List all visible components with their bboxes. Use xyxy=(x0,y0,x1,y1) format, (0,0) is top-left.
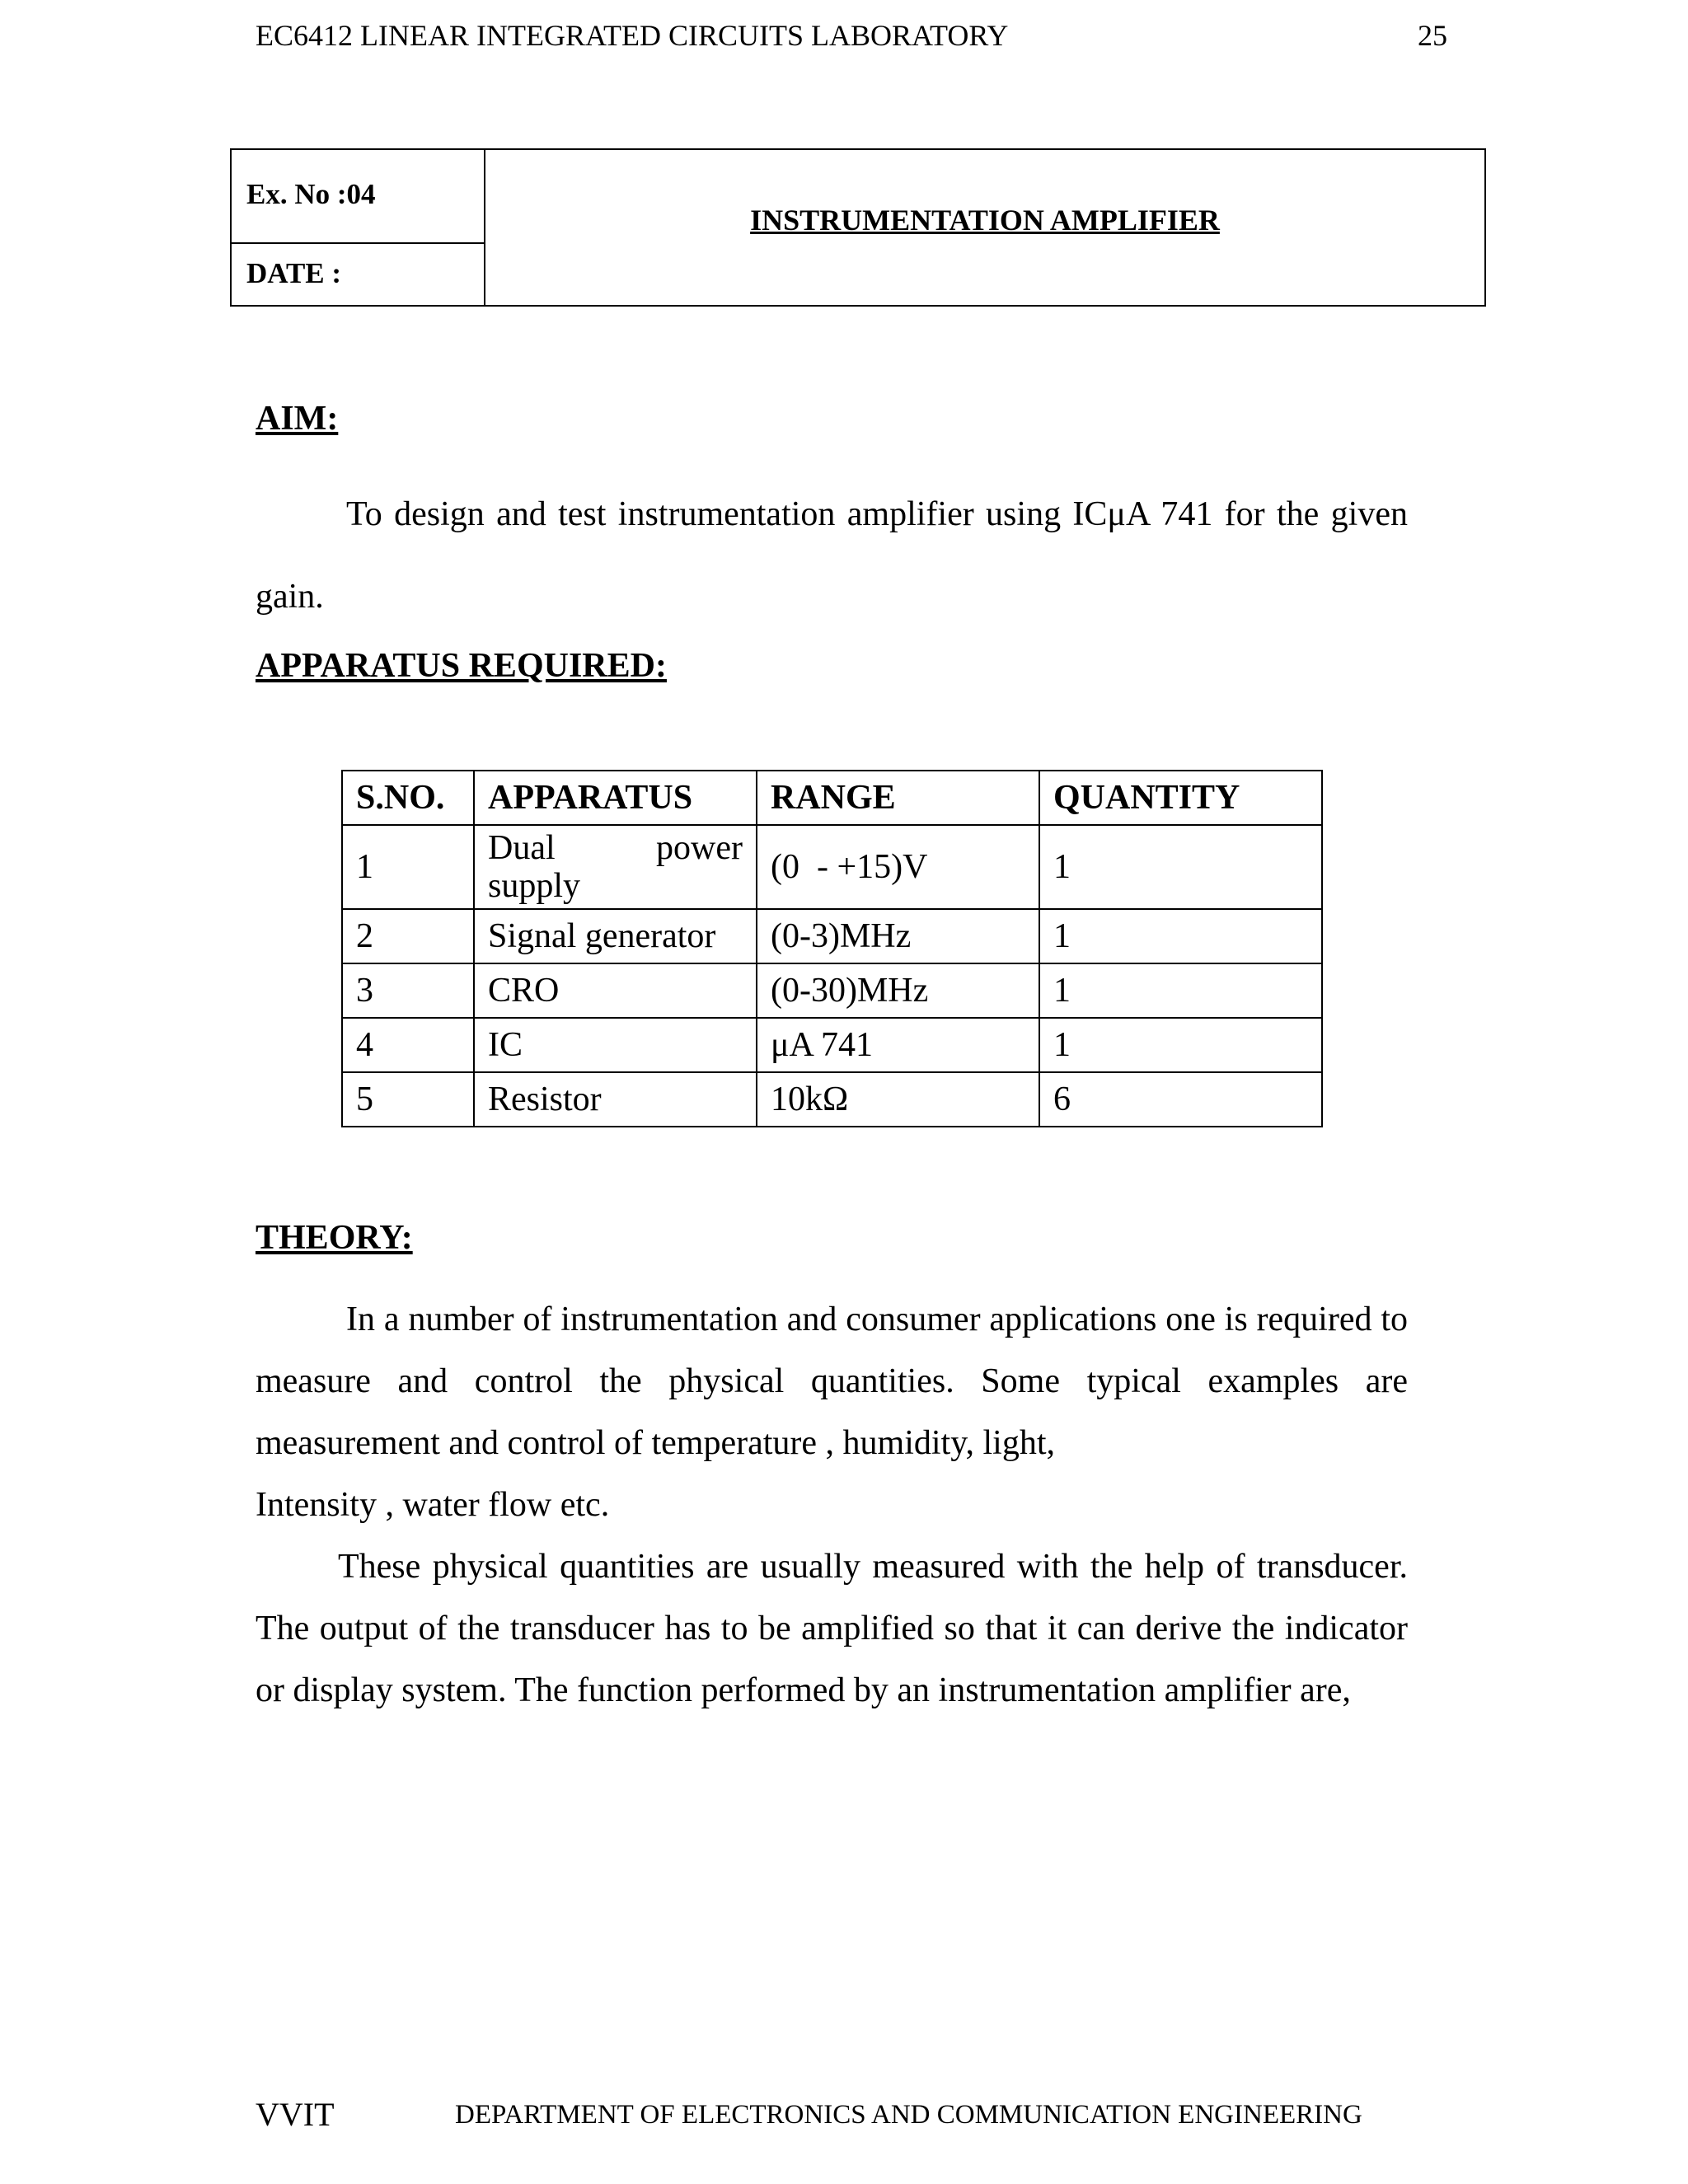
table-row xyxy=(342,1072,1322,1127)
column-header-apparatus: APPARATUS xyxy=(474,771,757,825)
table-row xyxy=(342,825,1322,909)
cell-range: (0-30)MHz xyxy=(757,963,1039,1018)
cell-apparatus-part: supply xyxy=(488,867,581,905)
table-row xyxy=(342,909,1322,963)
table-header-row xyxy=(342,771,1322,825)
footer-department: DEPARTMENT OF ELECTRONICS AND COMMUNICATION ENGINEERING xyxy=(455,2100,1362,2130)
box-divider-horizontal xyxy=(232,242,484,244)
cell-quantity: 6 xyxy=(1039,1072,1322,1127)
header-title: EC6412 LINEAR INTEGRATED CIRCUITS LABORATORY xyxy=(256,19,1009,52)
theory-paragraph-1-text: In a number of instrumentation and consumer applications one is required to measure and control the physical quantities. Some typical examples are measurement and control of temperature , humidity, light, xyxy=(256,1301,1408,1462)
cell-range: (0-3)MHz xyxy=(757,909,1039,963)
cell-sno: 4 xyxy=(342,1018,474,1072)
experiment-box xyxy=(230,148,1486,307)
column-header-quantity: QUANTITY xyxy=(1039,771,1322,825)
cell-apparatus: Resistor xyxy=(474,1072,757,1127)
cell-sno: 5 xyxy=(342,1072,474,1127)
cell-sno: 1 xyxy=(342,825,474,909)
cell-quantity: 1 xyxy=(1039,963,1322,1018)
cell-apparatus xyxy=(474,825,757,909)
column-header-range: RANGE xyxy=(757,771,1039,825)
theory-paragraph-2: These physical quantities are usually measured with the help of transducer. The output of the transducer has to be amplified so that it can derive the indicator or display system. The function performed by an instrumentation amplifier are, xyxy=(256,1548,1408,1709)
cell-apparatus-part: power xyxy=(656,829,743,867)
theory-paragraph-1 xyxy=(256,1289,1408,1536)
cell-apparatus-part: Dual xyxy=(488,829,556,867)
cell-range: 10kΩ xyxy=(757,1072,1039,1127)
cell-apparatus: CRO xyxy=(474,963,757,1018)
aim-heading: AIM: xyxy=(256,400,339,438)
experiment-number: Ex. No :04 xyxy=(246,178,376,210)
table-row xyxy=(342,1018,1322,1072)
theory-paragraph-1-continuation: Intensity , water flow etc. xyxy=(256,1486,610,1524)
apparatus-table xyxy=(341,770,1323,1127)
cell-sno: 3 xyxy=(342,963,474,1018)
table-row xyxy=(342,963,1322,1018)
apparatus-heading: APPARATUS REQUIRED: xyxy=(256,647,667,685)
column-header-sno: S.NO. xyxy=(342,771,474,825)
footer-institute: VVIT xyxy=(256,2096,335,2133)
page-number: 25 xyxy=(1418,19,1447,52)
cell-quantity: 1 xyxy=(1039,909,1322,963)
cell-range: μA 741 xyxy=(757,1018,1039,1072)
cell-sno: 2 xyxy=(342,909,474,963)
aim-text: To design and test instrumentation amplifier using ICμA 741 for the given gain. xyxy=(256,495,1408,616)
experiment-date-label: DATE : xyxy=(246,257,342,289)
cell-quantity: 1 xyxy=(1039,825,1322,909)
cell-apparatus: IC xyxy=(474,1018,757,1072)
cell-range: (0 - +15)V xyxy=(757,825,1039,909)
cell-quantity: 1 xyxy=(1039,1018,1322,1072)
experiment-title: INSTRUMENTATION AMPLIFIER xyxy=(750,204,1220,237)
cell-apparatus: Signal generator xyxy=(474,909,757,963)
theory-heading: THEORY: xyxy=(256,1219,413,1257)
